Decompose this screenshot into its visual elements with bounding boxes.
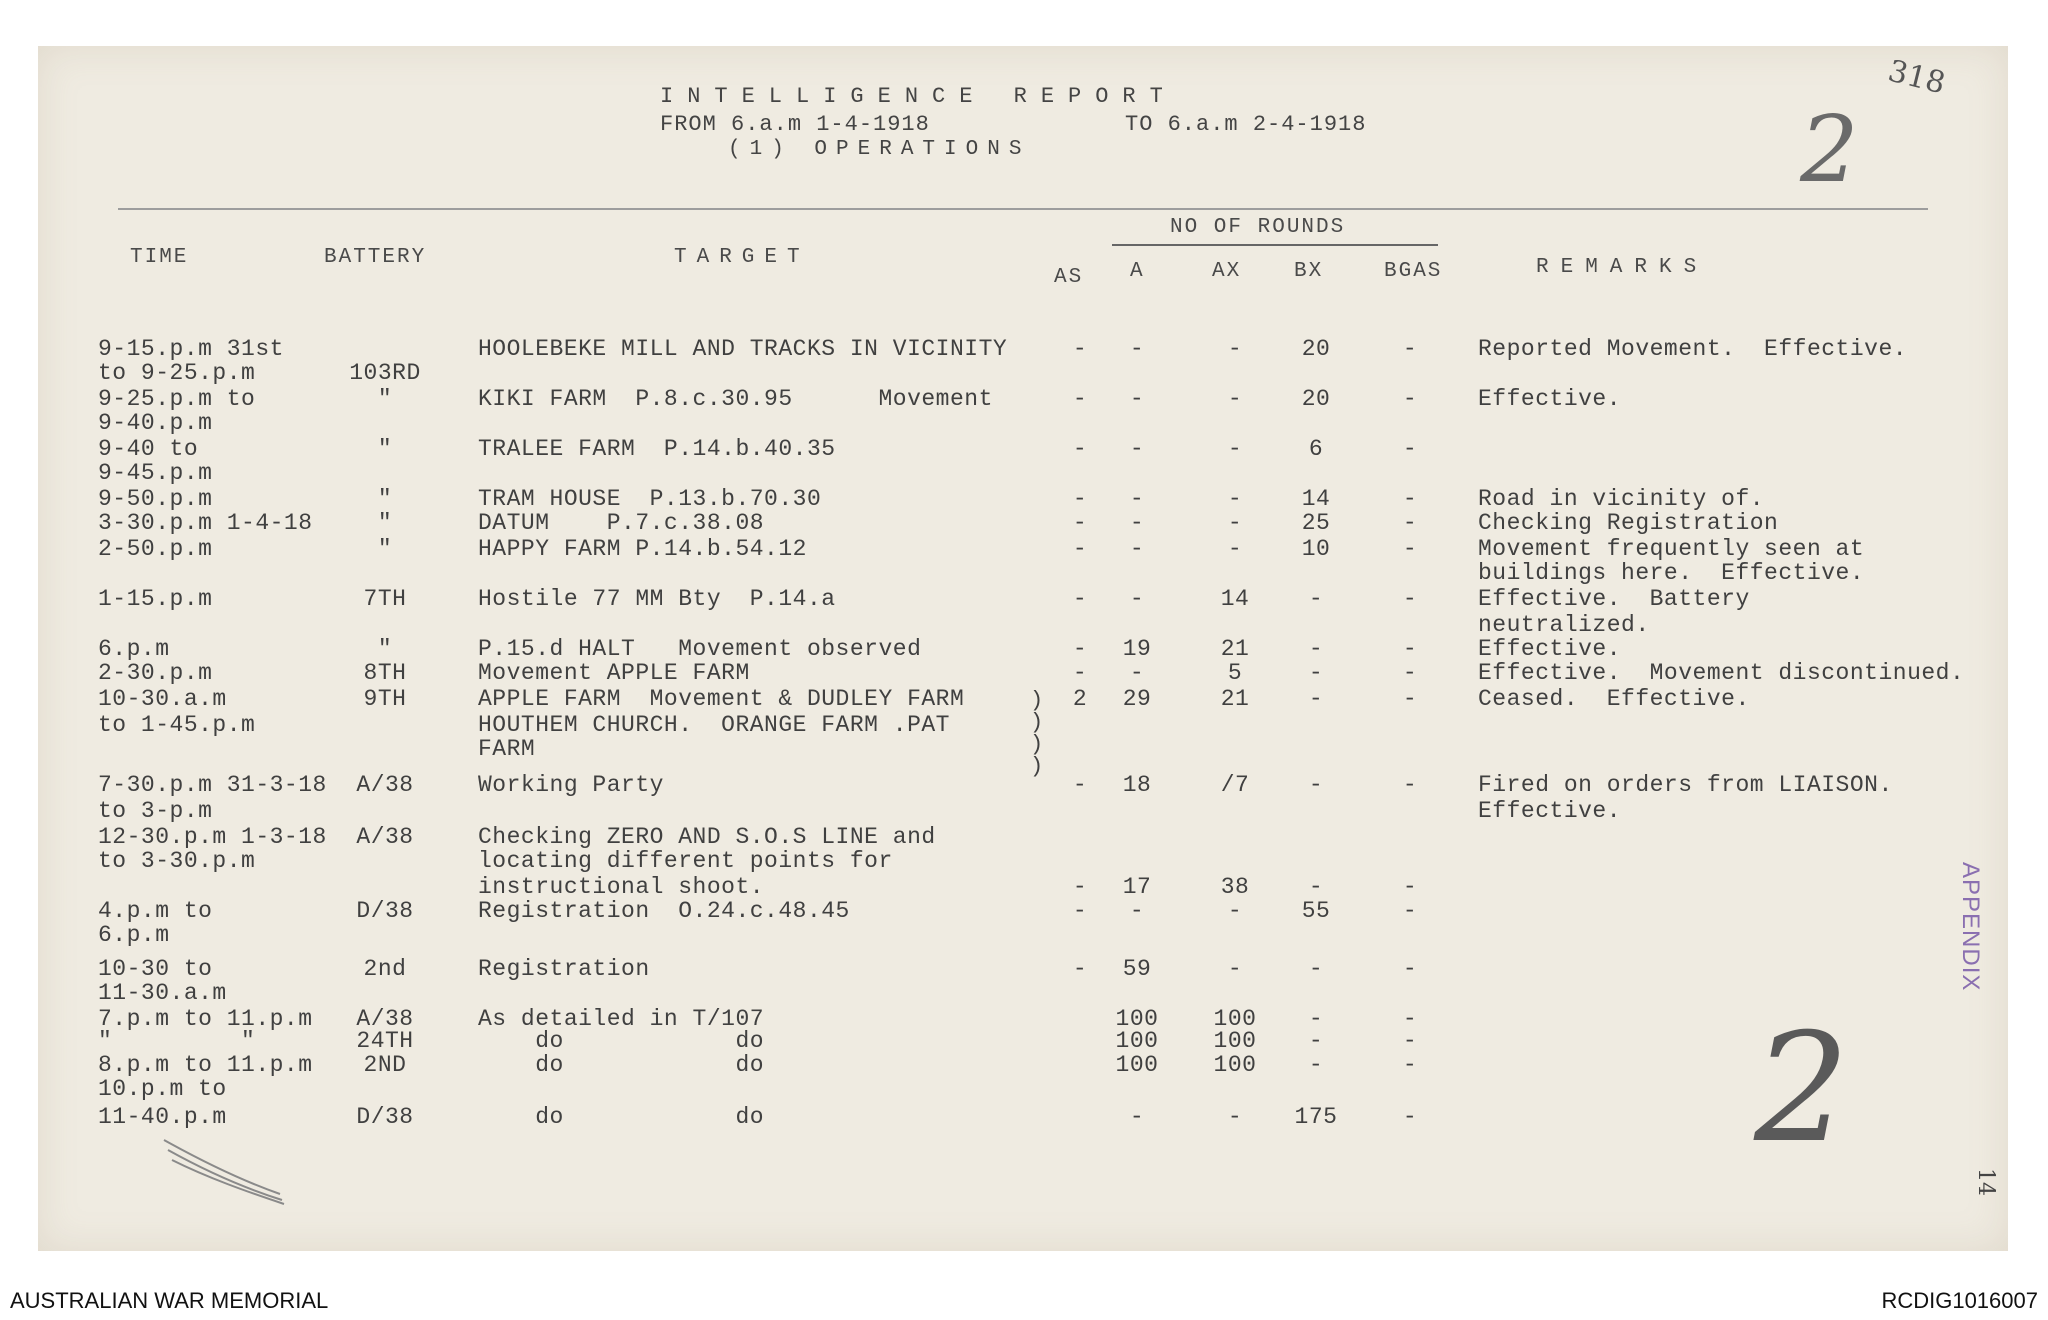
rounds-underline [1112, 244, 1438, 246]
cell-ax: 14 [1220, 586, 1250, 612]
col-battery: BATTERY [324, 246, 427, 269]
cell-ax: 5 [1227, 660, 1243, 686]
cell-as: - [1072, 336, 1088, 362]
cell-time: to 3-p.m [98, 798, 213, 824]
col-remarks: REMARKS [1536, 256, 1709, 279]
cell-a: - [1129, 898, 1145, 924]
cell-bgas: - [1402, 660, 1418, 686]
cell-battery: D/38 [356, 1104, 414, 1130]
cell-battery: 2nd [363, 956, 407, 982]
cell-battery: A/38 [356, 824, 414, 850]
cell-battery: 2ND [363, 1052, 407, 1078]
cell-as: - [1072, 898, 1088, 924]
cell-ax: - [1227, 510, 1243, 536]
cell-as: - [1072, 586, 1088, 612]
cell-target: instructional shoot. [478, 874, 765, 900]
cell-bx: - [1308, 586, 1324, 612]
cell-bgas: - [1402, 586, 1418, 612]
cell-as: - [1072, 636, 1088, 662]
cell-bx: 20 [1301, 336, 1331, 362]
cell-target: P.15.d HALT Movement observed [478, 636, 922, 662]
cell-ax: - [1227, 1104, 1243, 1130]
cell-target: Registration O.24.c.48.45 [478, 898, 850, 924]
cell-a: - [1129, 486, 1145, 512]
col-ax: AX [1212, 260, 1242, 283]
col-as: AS [1054, 266, 1084, 289]
cell-battery: D/38 [356, 898, 414, 924]
cell-battery: 7TH [363, 586, 407, 612]
cell-bx: 20 [1301, 386, 1331, 412]
cell-bx: 175 [1294, 1104, 1338, 1130]
cell-time: 4.p.m to [98, 898, 213, 924]
col-target: TARGET [674, 246, 810, 269]
cell-ax: - [1227, 956, 1243, 982]
cell-battery: 8TH [363, 660, 407, 686]
cell-as: - [1072, 436, 1088, 462]
pencil-scribble [160, 1130, 290, 1210]
cell-as: - [1072, 486, 1088, 512]
cell-as: - [1072, 874, 1088, 900]
cell-bx: 14 [1301, 486, 1331, 512]
footer-source: AUSTRALIAN WAR MEMORIAL [10, 1288, 329, 1313]
cell-as: - [1072, 510, 1088, 536]
cell-a: 59 [1122, 956, 1152, 982]
cell-target: do do [478, 1052, 765, 1078]
footer-reference: RCDIG1016007 [1881, 1288, 2038, 1313]
cell-battery: " [377, 636, 393, 662]
cell-time: 9-15.p.m 31st [98, 336, 284, 362]
col-rounds-group: NO OF ROUNDS [1170, 216, 1346, 239]
cell-target: HAPPY FARM P.14.b.54.12 [478, 536, 807, 562]
cell-target: HOUTHEM CHURCH. ORANGE FARM .PAT [478, 712, 950, 738]
cell-target: Hostile 77 MM Bty P.14.a [478, 586, 836, 612]
cell-ax: 38 [1220, 874, 1250, 900]
appendix-stamp: APPENDIX [1957, 862, 1984, 992]
cell-remarks: Effective. [1478, 636, 1622, 662]
cell-time: 10-30.a.m [98, 686, 227, 712]
cell-as: - [1072, 536, 1088, 562]
cell-target: TRALEE FARM P.14.b.40.35 [478, 436, 836, 462]
cell-time: " " [98, 1028, 256, 1054]
cell-bgas: - [1402, 1104, 1418, 1130]
cell-time: 7-30.p.m 31-3-18 [98, 772, 327, 798]
cell-bgas: - [1402, 686, 1418, 712]
cell-remarks: Effective. Movement discontinued. [1478, 660, 1965, 686]
cell-time: 12-30.p.m 1-3-18 [98, 824, 327, 850]
to-date: TO 6.a.m 2-4-1918 [1125, 112, 1367, 137]
cell-bx: 25 [1301, 510, 1331, 536]
cell-time: 6.p.m [98, 636, 170, 662]
cell-battery: " [377, 436, 393, 462]
cell-bx: - [1308, 956, 1324, 982]
cell-time: 9-25.p.m to [98, 386, 256, 412]
cell-target: locating different points for [478, 848, 893, 874]
cell-ax: - [1227, 436, 1243, 462]
cell-bgas: - [1402, 336, 1418, 362]
cell-a: - [1129, 586, 1145, 612]
cell-a: 29 [1122, 686, 1152, 712]
cell-battery: " [377, 536, 393, 562]
cell-bx: 6 [1308, 436, 1324, 462]
cell-bgas: - [1402, 636, 1418, 662]
side-page-number: 14 [1973, 1168, 1998, 1196]
cell-target: TRAM HOUSE P.13.b.70.30 [478, 486, 822, 512]
cell-battery: A/38 [356, 1006, 414, 1032]
cell-ax: 100 [1213, 1006, 1257, 1032]
col-a: A [1130, 260, 1145, 283]
cell-battery: 103RD [349, 360, 421, 386]
cell-bx: - [1308, 1052, 1324, 1078]
cell-time: to 9-25.p.m [98, 360, 256, 386]
cell-ax: - [1227, 336, 1243, 362]
cell-a: 18 [1122, 772, 1152, 798]
cell-ax: 21 [1220, 686, 1250, 712]
cell-bgas: - [1402, 510, 1418, 536]
col-bgas: BGAS [1384, 260, 1443, 283]
cell-ax: - [1227, 898, 1243, 924]
cell-remarks: Movement frequently seen at [1478, 536, 1865, 562]
cell-as: - [1072, 956, 1088, 982]
cell-time: 2-30.p.m [98, 660, 213, 686]
cell-time: 9-45.p.m [98, 460, 213, 486]
handwritten-number-bottom: 2 [1754, 1002, 1850, 1176]
cell-bgas: - [1402, 386, 1418, 412]
section-heading: (1) OPERATIONS [728, 138, 1031, 161]
cell-bx: - [1308, 772, 1324, 798]
cell-remarks: Effective. [1478, 386, 1622, 412]
cell-bgas: - [1402, 874, 1418, 900]
cell-battery: " [377, 510, 393, 536]
cell-bgas: - [1402, 772, 1418, 798]
cell-time: 11-30.a.m [98, 980, 227, 1006]
cell-battery: 9TH [363, 686, 407, 712]
cell-time: to 3-30.p.m [98, 848, 256, 874]
cell-bgas: - [1402, 536, 1418, 562]
cell-target: do do [478, 1028, 765, 1054]
cell-a: - [1129, 436, 1145, 462]
cell-a: - [1129, 1104, 1145, 1130]
cell-bx: - [1308, 660, 1324, 686]
cell-remarks: Effective. Battery [1478, 586, 1750, 612]
cell-target: DATUM P.7.c.38.08 [478, 510, 765, 536]
cell-battery: " [377, 486, 393, 512]
cell-target: Checking ZERO AND S.O.S LINE and [478, 824, 936, 850]
cell-target: As detailed in T/107 [478, 1006, 765, 1032]
cell-ax: - [1227, 536, 1243, 562]
cell-battery: 24TH [356, 1028, 414, 1054]
cell-a: - [1129, 536, 1145, 562]
cell-bx: 10 [1301, 536, 1331, 562]
cell-time: 9-50.p.m [98, 486, 213, 512]
cell-target: HOOLEBEKE MILL AND TRACKS IN VICINITY [478, 336, 1008, 362]
cell-time: 9-40.p.m [98, 410, 213, 436]
cell-bgas: - [1402, 1052, 1418, 1078]
cell-target: APPLE FARM Movement & DUDLEY FARM [478, 686, 965, 712]
cell-time: 2-50.p.m [98, 536, 213, 562]
cell-battery: " [377, 386, 393, 412]
cell-bx: - [1308, 686, 1324, 712]
cell-ax: 21 [1220, 636, 1250, 662]
cell-remarks: Checking Registration [1478, 510, 1779, 536]
cell-a: - [1129, 336, 1145, 362]
cell-time: 1-15.p.m [98, 586, 213, 612]
cell-bgas: - [1402, 898, 1418, 924]
cell-bgas: - [1402, 436, 1418, 462]
cell-remarks: buildings here. Effective. [1478, 560, 1865, 586]
cell-bx: 55 [1301, 898, 1331, 924]
cell-target: do do [478, 1104, 765, 1130]
cell-target: FARM [478, 736, 536, 762]
cell-time: 8.p.m to 11.p.m [98, 1052, 313, 1078]
cell-time: 7.p.m to 11.p.m [98, 1006, 313, 1032]
handwritten-number-top: 2 [1800, 96, 1859, 203]
cell-target: Working Party [478, 772, 664, 798]
cell-target: KIKI FARM P.8.c.30.95 Movement [478, 386, 993, 412]
cell-a: - [1129, 510, 1145, 536]
cell-bgas: - [1402, 956, 1418, 982]
col-bx: BX [1294, 260, 1324, 283]
cell-remarks: Reported Movement. Effective. [1478, 336, 1908, 362]
cell-bx: - [1308, 1006, 1324, 1032]
report-title: INTELLIGENCE REPORT [660, 84, 1177, 109]
cell-time: 6.p.m [98, 922, 170, 948]
cell-a: - [1129, 660, 1145, 686]
cell-remarks: Road in vicinity of. [1478, 486, 1765, 512]
cell-remarks: neutralized. [1478, 612, 1650, 638]
cell-ax: - [1227, 386, 1243, 412]
cell-as: - [1072, 772, 1088, 798]
cell-bgas: - [1402, 1028, 1418, 1054]
header-rule [118, 208, 1928, 210]
cell-remarks: Fired on orders from LIAISON. [1478, 772, 1893, 798]
bracket-mark: ) ) ) ) [1030, 688, 1044, 779]
cell-a: 100 [1115, 1052, 1159, 1078]
cell-ax: /7 [1220, 772, 1250, 798]
cell-time: 9-40 to [98, 436, 199, 462]
cell-battery: A/38 [356, 772, 414, 798]
cell-a: 100 [1115, 1006, 1159, 1032]
cell-as: - [1072, 660, 1088, 686]
cell-a: 17 [1122, 874, 1152, 900]
cell-a: 19 [1122, 636, 1152, 662]
cell-as: - [1072, 386, 1088, 412]
cell-bgas: - [1402, 486, 1418, 512]
cell-target: Movement APPLE FARM [478, 660, 750, 686]
cell-time: to 1-45.p.m [98, 712, 256, 738]
cell-as: 2 [1072, 686, 1088, 712]
cell-target: Registration [478, 956, 650, 982]
cell-remarks: Effective. [1478, 798, 1622, 824]
cell-bgas: - [1402, 1006, 1418, 1032]
cell-time: 10.p.m to [98, 1076, 227, 1102]
col-time: TIME [130, 246, 189, 269]
cell-bx: - [1308, 874, 1324, 900]
cell-ax: 100 [1213, 1052, 1257, 1078]
cell-a: - [1129, 386, 1145, 412]
cell-time: 11-40.p.m [98, 1104, 227, 1130]
folio-number: 318 [1884, 53, 1949, 102]
cell-remarks: Ceased. Effective. [1478, 686, 1750, 712]
cell-time: 10-30 to [98, 956, 213, 982]
cell-bx: - [1308, 636, 1324, 662]
cell-ax: - [1227, 486, 1243, 512]
cell-a: 100 [1115, 1028, 1159, 1054]
cell-bx: - [1308, 1028, 1324, 1054]
cell-ax: 100 [1213, 1028, 1257, 1054]
from-date: FROM 6.a.m 1-4-1918 [660, 112, 930, 137]
cell-time: 3-30.p.m 1-4-18 [98, 510, 313, 536]
